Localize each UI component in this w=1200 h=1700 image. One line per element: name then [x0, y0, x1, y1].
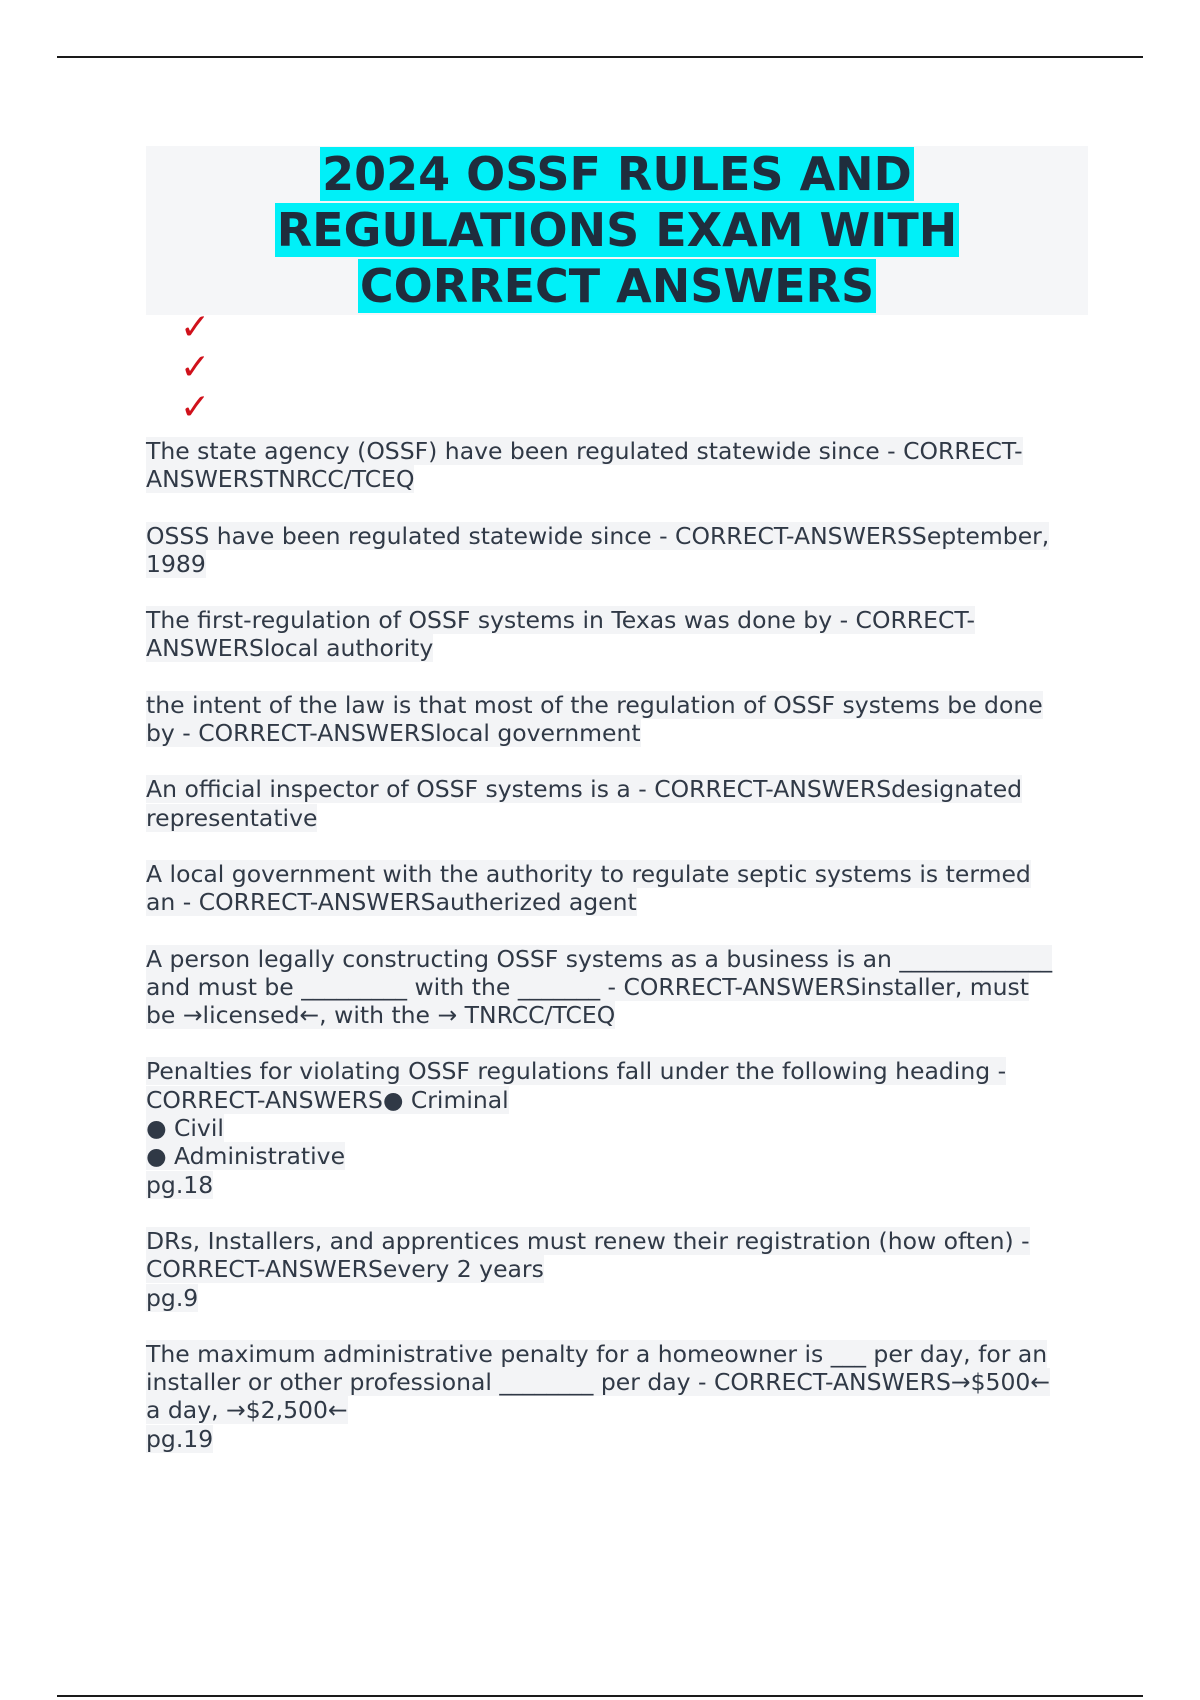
title-line-1: 2024 OSSF RULES AND [322, 147, 912, 201]
question-item [146, 1057, 1086, 1198]
question-text: A local government with the authority to regulate septic systems is termed an - CORRECT-ANSWERSautherized agent [146, 859, 1031, 917]
question-item [146, 1227, 1086, 1312]
question-text: The state agency (OSSF) have been regulated statewide since - CORRECT- ANSWERSTNRCC/TCEQ [146, 437, 1023, 494]
title-line-3: CORRECT ANSWERS [359, 259, 875, 313]
question-text: OSSS have been regulated statewide since - CORRECT-ANSWERSSeptember, 1989 [146, 521, 1050, 578]
question-item [146, 522, 1086, 579]
question-text: Penalties for violating OSSF regulations fall under the following heading - CORRECT-ANSWERS● Criminal ● Civil ● Administrative pg.18 [146, 1057, 1007, 1199]
question-text: The maximum administrative penalty for a homeowner is ___ per day, for an installer or other professional ________ per day - CORRECT-ANSWERS→$500← a day, →$2,500← pg.19 [146, 1339, 1051, 1453]
question-list [146, 437, 1086, 1481]
title-line-2: REGULATIONS EXAM WITH [276, 203, 958, 257]
checkmark-icon: ✓ [180, 347, 211, 388]
question-item [146, 1340, 1086, 1453]
question-item [146, 860, 1086, 917]
question-text: A person legally constructing OSSF systems as a business is an _____________ and must be _________ with the _______ - CORRECT-ANSWERSinstaller, must be →licensed←, with the → TNRCC/TCEQ [146, 944, 1053, 1030]
question-item [146, 437, 1086, 494]
checkmark-icon: ✓ [180, 387, 211, 428]
checkmark-list [180, 308, 240, 428]
question-item [146, 691, 1086, 748]
bottom-rule [57, 1695, 1143, 1697]
question-text: The first-regulation of OSSF systems in Texas was done by - CORRECT- ANSWERSlocal authority [146, 606, 976, 663]
document-title [146, 146, 1088, 315]
question-text: the intent of the law is that most of the regulation of OSSF systems be done by - CORRECT-ANSWERSlocal government [146, 690, 1043, 748]
top-rule [57, 56, 1143, 58]
question-text: DRs, Installers, and apprentices must renew their registration (how often) - CORRECT-ANSWERSevery 2 years pg.9 [146, 1226, 1030, 1312]
question-item [146, 775, 1086, 832]
question-item [146, 945, 1086, 1030]
question-item [146, 606, 1086, 663]
question-text: An official inspector of OSSF systems is a - CORRECT-ANSWERSdesignated representative [146, 775, 1023, 832]
checkmark-icon: ✓ [180, 307, 211, 348]
